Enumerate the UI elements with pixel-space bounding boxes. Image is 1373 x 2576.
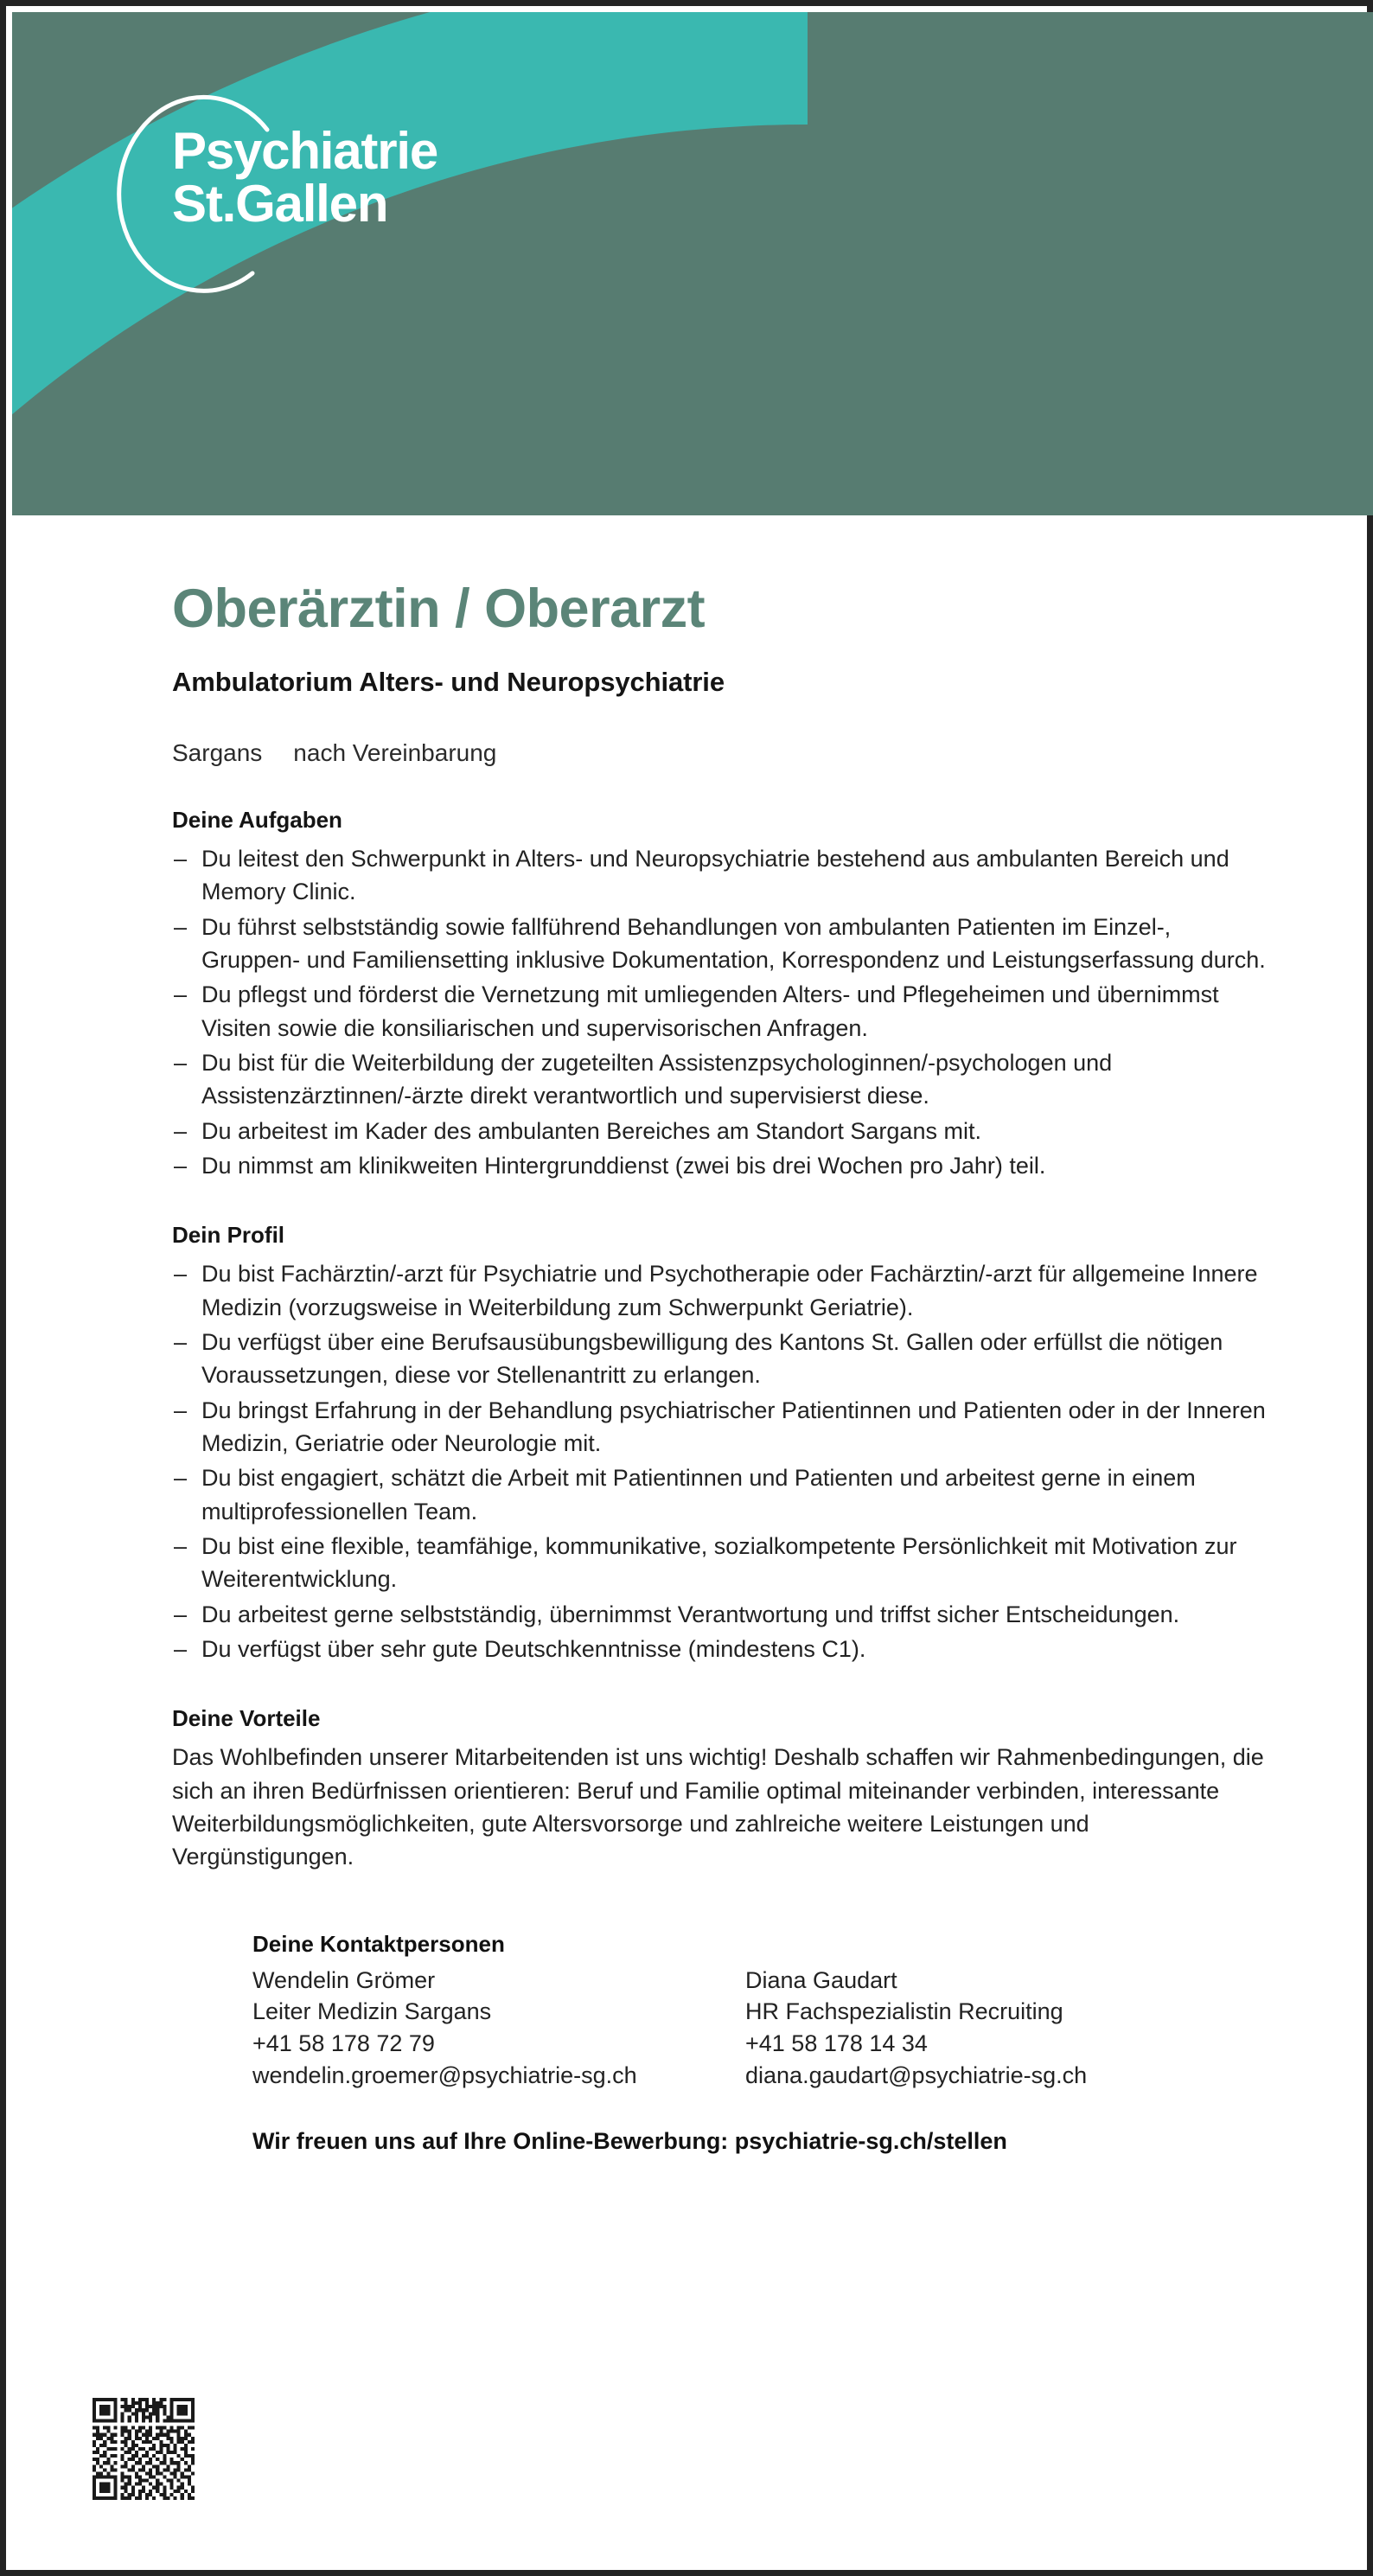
advert-body: [12, 515, 1373, 2155]
list-item: – Du bist engagiert, schätzt die Arbeit mit Patientinnen und Patienten und arbeitest gerne in einem multiprofessionellen Team.: [172, 1461, 1269, 1528]
contact-name: Diana Gaudart: [745, 1966, 897, 1993]
job-start-date: nach Vereinbarung: [293, 739, 497, 767]
contact-section: [12, 1931, 1373, 2155]
list-item: – Du bist Fachärztin/-arzt für Psychiatrie und Psychotherapie oder Fachärztin/-arzt für allgemeine Innere Medizin (vorzugsweise in Weiterbildung zum Schwerpunkt Geriatrie).: [172, 1257, 1269, 1324]
vorteile-paragraph: Das Wohlbefinden unserer Mitarbeitenden ist uns wichtig! Deshalb schaffen wir Rahmenbedingungen, die sich an ihren Bedürfnissen orientieren: Beruf und Familie optimal miteinander verbinden, interessante Weiterbildungsmöglichkeiten, gute Altersvorsorge und zahlreiche weitere Leistungen und Vergünstigungen.: [172, 1744, 1264, 1870]
list-item: – Du nimmst am klinikweiten Hintergrunddienst (zwei bis drei Wochen pro Jahr) teil.: [172, 1149, 1269, 1182]
list-item: – Du verfügst über sehr gute Deutschkenntnisse (mindestens C1).: [172, 1633, 1269, 1665]
aufgaben-list: [172, 842, 1269, 1182]
contact-role: Leiter Medizin Sargans: [252, 1998, 492, 2025]
apply-cta[interactable]: Wir freuen uns auf Ihre Online-Bewerbung: psychiatrie-sg.ch/stellen: [252, 2127, 1007, 2154]
contact-heading: Deine Kontaktpersonen: [252, 1930, 505, 1957]
section-profil: [172, 1222, 1269, 1665]
profil-list: [172, 1257, 1269, 1665]
section-heading: Dein Profil: [172, 1222, 285, 1249]
list-item: – Du bringst Erfahrung in der Behandlung psychiatrischer Patientinnen und Patienten oder in der Inneren Medizin, Geriatrie oder Neurologie mit.: [172, 1394, 1269, 1461]
list-item: – Du arbeitest im Kader des ambulanten Bereiches am Standort Sargans mit.: [172, 1115, 1269, 1147]
qr-code[interactable]: [93, 2397, 195, 2501]
list-item: – Du führst selbstständig sowie fallführend Behandlungen von ambulanten Patienten im Einzel-, Gruppen- und Familiensetting inklusive Dokumentation, Korrespondenz und Leistungserfassung durch.: [172, 911, 1269, 977]
header-banner: [12, 12, 1373, 515]
section-heading: Deine Aufgaben: [172, 807, 342, 834]
brand-wordmark: [172, 122, 437, 233]
list-item: – Du leitest den Schwerpunkt in Alters- und Neuropsychiatrie bestehend aus ambulanten Bereich und Memory Clinic.: [172, 842, 1269, 909]
contact-email[interactable]: wendelin.groemer@psychiatrie-sg.ch: [252, 2061, 637, 2088]
brand-logo: [90, 88, 470, 322]
contact-person-1: [252, 1965, 745, 2092]
list-item: – Du bist eine flexible, teamfähige, kommunikative, sozialkompetente Persönlichkeit mit Motivation zur Weiterentwicklung.: [172, 1530, 1269, 1596]
brand-wordmark-line1: Psychiatrie: [172, 122, 437, 180]
section-vorteile: [172, 1705, 1269, 1873]
brand-wordmark-line2: St.Gallen: [172, 175, 388, 233]
section-aufgaben: [172, 807, 1269, 1182]
job-subtitle: Ambulatorium Alters- und Neuropsychiatrie: [172, 667, 725, 698]
contact-phone[interactable]: +41 58 178 72 79: [252, 2030, 435, 2057]
qr-code-icon[interactable]: [93, 2397, 195, 2501]
contact-phone[interactable]: +41 58 178 14 34: [745, 2030, 928, 2057]
job-meta: [172, 739, 1269, 767]
section-heading: Deine Vorteile: [172, 1705, 321, 1732]
contact-columns: [252, 1965, 1287, 2092]
list-item: – Du bist für die Weiterbildung der zugeteilten Assistenzpsychologinnen/-psychologen und Assistenzärztinnen/-ärzte direkt verantwortlich und supervisierst diese.: [172, 1046, 1269, 1113]
page-title: Oberärztin / Oberarzt: [172, 578, 706, 639]
contact-email[interactable]: diana.gaudart@psychiatrie-sg.ch: [745, 2061, 1088, 2088]
contact-person-2: [745, 1965, 1238, 2092]
list-item: – Du arbeitest gerne selbstständig, übernimmst Verantwortung und triffst sicher Entscheidungen.: [172, 1598, 1269, 1631]
list-item: – Du verfügst über eine Berufsausübungsbewilligung des Kantons St. Gallen oder erfüllst die nötigen Voraussetzungen, diese vor Stellenantritt zu erlangen.: [172, 1326, 1269, 1392]
contact-name: Wendelin Grömer: [252, 1966, 436, 1993]
job-location: Sargans: [172, 739, 263, 767]
contact-role: HR Fachspezialistin Recruiting: [745, 1998, 1063, 2025]
list-item: – Du pflegst und förderst die Vernetzung mit umliegenden Alters- und Pflegeheimen und übernimmst Visiten sowie die konsiliarischen und supervisorischen Anfragen.: [172, 978, 1269, 1045]
